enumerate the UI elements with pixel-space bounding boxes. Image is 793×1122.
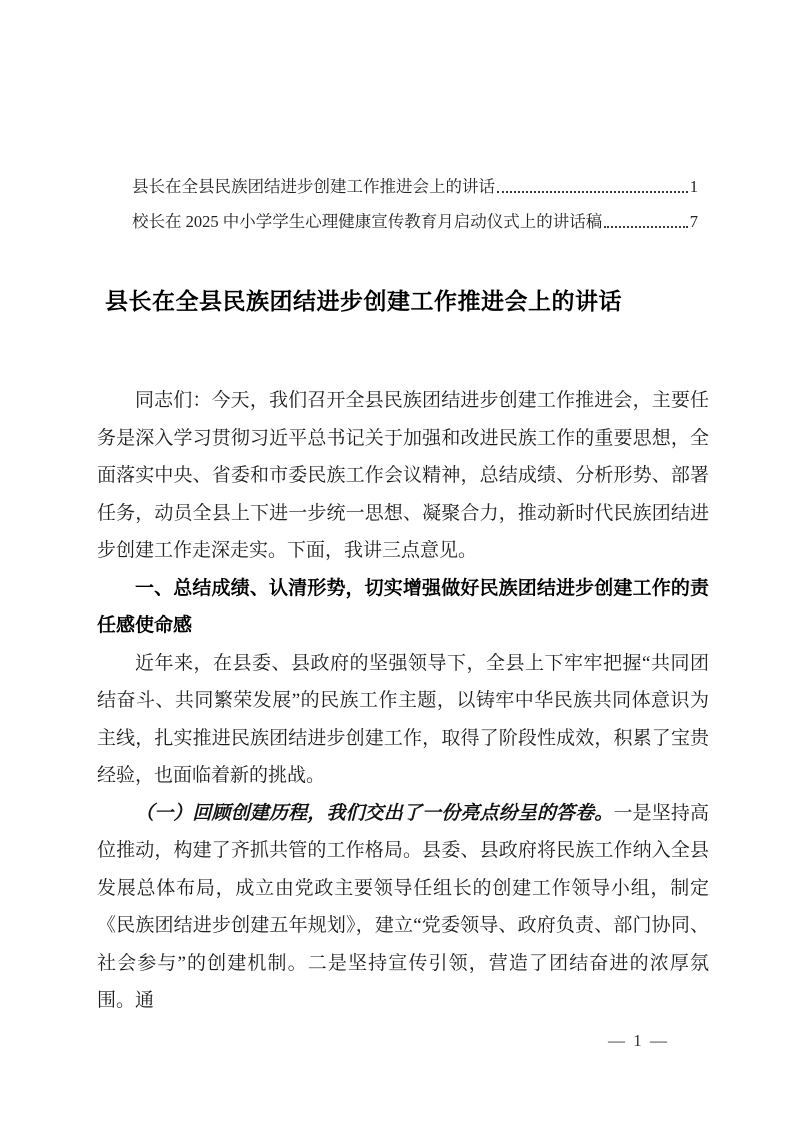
toc-entry[interactable] [132,162,698,197]
table-of-contents [132,162,698,232]
page-number-footer: — 1 — [608,1031,669,1050]
document-title: 县长在全县民族团结进步创建工作推进会上的讲话 [105,288,622,314]
toc-entry[interactable] [132,197,698,232]
toc-entry-page-number: 7 [689,212,698,232]
body-paragraph [97,645,709,795]
text-run: 同志们：今天，我们召开全县民族团结进步创建工作推进会，主要任务是深入学习贯彻习近平总书记关于加强和改进民族工作的重要思想，全面落实中央、省委和市委民族工作会议精神，总结成绩、分析形势、部署任务，动员全县上下进一步统一思想、凝聚合力，推动新时代民族团结进步创建工作走深走实。下面，我讲三点意见。 [97,390,709,561]
emphasis-text-run: （一）回顾创建历程，我们交出了一份亮点纷呈的答卷。 [135,802,614,824]
text-run: 近年来，在县委、县政府的坚强领导下，全县上下牢牢把握“共同团结奋斗、共同繁荣发展”的民族工作主题，以铸牢中华民族共同体意识为主线，扎实推进民族团结进步创建工作，取得了阶段性成效，积累了宝贵经验，也面临着新的挑战。 [97,652,709,786]
body-paragraph [97,795,709,1020]
toc-dot-leader [604,226,688,228]
toc-entry-page-number: 1 [689,177,698,197]
text-run: 一、总结成绩、认清形势，切实增强做好民族团结进步创建工作的责任感使命感 [97,577,709,636]
toc-dot-leader [497,191,688,193]
text-run: 一是坚持高位推动，构建了齐抓共管的工作格局。县委、县政府将民族工作纳入全县发展总体布局，成立由党政主要领导任组长的创建工作领导小组，制定《民族团结进步创建五年规划》，建立“党委领导、政府负责、部门协同、社会参与”的创建机制。二是坚持宣传引领，营造了团结奋进的浓厚氛围。通 [97,802,709,1011]
body-paragraph [97,382,709,570]
toc-entry-title: 校长在 2025 中小学学生心理健康宣传教育月启动仪式上的讲话稿 [132,212,603,232]
toc-entry-title: 县长在全县民族团结进步创建工作推进会上的讲话 [132,177,495,197]
section-heading [97,570,709,645]
document-body [97,382,709,1020]
